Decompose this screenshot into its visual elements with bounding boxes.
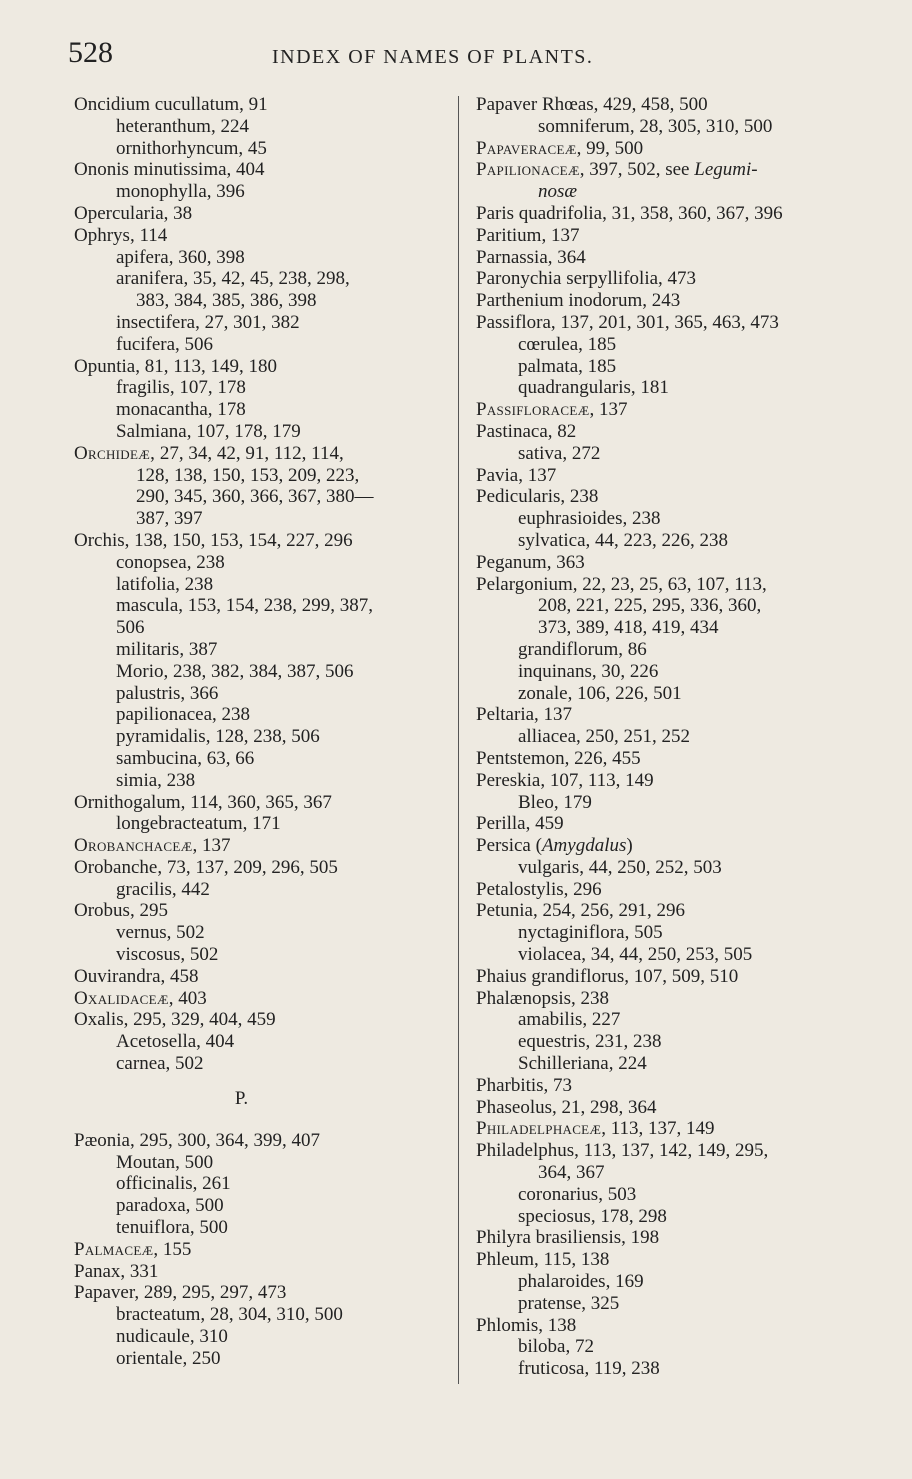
index-subentry: nyctaginiflora, 505 bbox=[518, 922, 663, 944]
index-subentry: fucifera, 506 bbox=[116, 333, 214, 355]
index-entry: Paritium, 137 bbox=[476, 224, 580, 246]
index-subentry: 383, 384, 385, 386, 398 bbox=[136, 290, 317, 312]
index-entry: Philadelphaceæ, 113, 137, 149 bbox=[476, 1118, 715, 1140]
index-subentry: aranifera, 35, 42, 45, 238, 298, bbox=[116, 268, 350, 290]
index-subentry: cœrulea, 185 bbox=[518, 333, 617, 355]
index-entry: Opercularia, 38 bbox=[74, 202, 193, 224]
index-entry: Orobanche, 73, 137, 209, 296, 505 bbox=[74, 856, 338, 878]
index-entry: Pastinaca, 82 bbox=[476, 420, 577, 442]
index-subentry: viscosus, 502 bbox=[116, 944, 219, 966]
index-subentry: Schilleriana, 224 bbox=[518, 1053, 647, 1075]
index-entry: Phlomis, 138 bbox=[476, 1314, 577, 1336]
index-subentry: monacantha, 178 bbox=[116, 399, 246, 421]
page-number: 528 bbox=[68, 36, 113, 69]
index-subentry: bracteatum, 28, 304, 310, 500 bbox=[116, 1304, 343, 1326]
index-entry: Pavia, 137 bbox=[476, 464, 557, 486]
index-subentry: 364, 367 bbox=[538, 1162, 605, 1184]
index-entry: Petalostylis, 296 bbox=[476, 878, 602, 900]
index-entry: Pedicularis, 238 bbox=[476, 486, 599, 508]
index-entry: Pelargonium, 22, 23, 25, 63, 107, 113, bbox=[476, 573, 767, 595]
index-subentry: latifolia, 238 bbox=[116, 573, 214, 595]
index-entry: Pereskia, 107, 113, 149 bbox=[476, 769, 654, 791]
index-entry: Peganum, 363 bbox=[476, 551, 585, 573]
index-subentry: 387, 397 bbox=[136, 508, 203, 530]
index-subentry: longebracteatum, 171 bbox=[116, 813, 281, 835]
index-subentry: inquinans, 30, 226 bbox=[518, 660, 659, 682]
index-entry: Phaius grandiflorus, 107, 509, 510 bbox=[476, 965, 739, 987]
index-subentry: sambucina, 63, 66 bbox=[116, 747, 255, 769]
index-subentry: militaris, 387 bbox=[116, 638, 218, 660]
index-subentry: vulgaris, 44, 250, 252, 503 bbox=[518, 856, 722, 878]
index-entry: Paronychia serpyllifolia, 473 bbox=[476, 268, 697, 290]
index-subentry: mascula, 153, 154, 238, 299, 387, bbox=[116, 595, 374, 617]
index-entry: Phleum, 115, 138 bbox=[476, 1249, 610, 1271]
index-subentry: nosæ bbox=[538, 181, 578, 203]
index-subentry: Acetosella, 404 bbox=[116, 1031, 235, 1053]
index-subentry: nudicaule, 310 bbox=[116, 1326, 228, 1348]
index-entry: Pharbitis, 73 bbox=[476, 1074, 573, 1096]
index-entry: Peltaria, 137 bbox=[476, 704, 573, 726]
index-subentry: Morio, 238, 382, 384, 387, 506 bbox=[116, 660, 354, 682]
index-subentry: euphrasioides, 238 bbox=[518, 508, 661, 530]
index-entry: Paris quadrifolia, 31, 358, 360, 367, 396 bbox=[476, 202, 783, 224]
index-subentry: phalaroides, 169 bbox=[518, 1271, 644, 1293]
index-entry: Philadelphus, 113, 137, 142, 149, 295, bbox=[476, 1140, 769, 1162]
left-entries-o bbox=[74, 94, 449, 1075]
index-subentry: somniferum, 28, 305, 310, 500 bbox=[538, 115, 773, 137]
index-subentry: ornithorhyncum, 45 bbox=[116, 137, 267, 159]
index-entry: Panax, 331 bbox=[74, 1260, 159, 1282]
index-entry: Orobanchaceæ, 137 bbox=[74, 835, 231, 857]
index-entry: Oxalis, 295, 329, 404, 459 bbox=[74, 1009, 276, 1031]
index-entry: Oxalidaceæ, 403 bbox=[74, 987, 207, 1009]
index-subentry: 506 bbox=[116, 617, 145, 639]
left-entries-p bbox=[74, 1130, 449, 1370]
index-entry: Passifloraceæ, 137 bbox=[476, 399, 628, 421]
index-entry: Philyra brasiliensis, 198 bbox=[476, 1227, 660, 1249]
index-entry: Persica (Amygdalus) bbox=[476, 835, 633, 857]
index-entry: Pæonia, 295, 300, 364, 399, 407 bbox=[74, 1129, 320, 1151]
index-entry: Opuntia, 81, 113, 149, 180 bbox=[74, 355, 278, 377]
index-entry: Ouvirandra, 458 bbox=[74, 965, 199, 987]
index-subentry: fragilis, 107, 178 bbox=[116, 377, 246, 399]
index-subentry: zonale, 106, 226, 501 bbox=[518, 682, 682, 704]
index-entry: Perilla, 459 bbox=[476, 813, 564, 835]
index-subentry: palustris, 366 bbox=[116, 682, 219, 704]
index-subentry: sativa, 272 bbox=[518, 442, 601, 464]
index-entry: Orobus, 295 bbox=[74, 900, 168, 922]
index-subentry: pyramidalis, 128, 238, 506 bbox=[116, 726, 320, 748]
index-entry: Pentstemon, 226, 455 bbox=[476, 747, 641, 769]
index-entry: Petunia, 254, 256, 291, 296 bbox=[476, 900, 685, 922]
right-column bbox=[476, 94, 876, 1380]
index-subentry: Salmiana, 107, 178, 179 bbox=[116, 420, 301, 442]
index-entry: Ornithogalum, 114, 360, 365, 367 bbox=[74, 791, 332, 813]
index-subentry: alliacea, 250, 251, 252 bbox=[518, 726, 691, 748]
index-entry: Orchis, 138, 150, 153, 154, 227, 296 bbox=[74, 529, 353, 551]
index-entry: Ophrys, 114 bbox=[74, 224, 168, 246]
index-entry: Parnassia, 364 bbox=[476, 246, 586, 268]
index-subentry: carnea, 502 bbox=[116, 1053, 204, 1075]
index-subentry: fruticosa, 119, 238 bbox=[518, 1358, 660, 1380]
index-subentry: grandiflorum, 86 bbox=[518, 638, 647, 660]
index-entry: Papaver Rhœas, 429, 458, 500 bbox=[476, 94, 708, 115]
index-subentry: officinalis, 261 bbox=[116, 1173, 231, 1195]
index-subentry: palmata, 185 bbox=[518, 355, 617, 377]
index-entry: Passiflora, 137, 201, 301, 365, 463, 473 bbox=[476, 311, 779, 333]
index-subentry: 208, 221, 225, 295, 336, 360, bbox=[538, 595, 762, 617]
index-subentry: violacea, 34, 44, 250, 253, 505 bbox=[518, 944, 753, 966]
index-subentry: tenuiflora, 500 bbox=[116, 1217, 228, 1239]
index-subentry: 128, 138, 150, 153, 209, 223, bbox=[136, 464, 360, 486]
index-subentry: vernus, 502 bbox=[116, 922, 205, 944]
index-subentry: papilionacea, 238 bbox=[116, 704, 251, 726]
index-subentry: heteranthum, 224 bbox=[116, 115, 249, 137]
index-entry: Papaveraceæ, 99, 500 bbox=[476, 137, 644, 159]
index-subentry: simia, 238 bbox=[116, 769, 196, 791]
column-divider bbox=[458, 96, 459, 1384]
index-entry: Palmaceæ, 155 bbox=[74, 1238, 192, 1260]
index-entry: Papilionaceæ, 397, 502, see Legumi- bbox=[476, 159, 758, 181]
index-entry: Oncidium cucullatum, 91 bbox=[74, 94, 268, 115]
index-entry: Orchideæ, 27, 34, 42, 91, 112, 114, bbox=[74, 442, 344, 464]
right-entries bbox=[476, 94, 876, 1380]
index-subentry: monophylla, 396 bbox=[116, 181, 245, 203]
index-subentry: equestris, 231, 238 bbox=[518, 1031, 662, 1053]
index-subentry: quadrangularis, 181 bbox=[518, 377, 669, 399]
running-header bbox=[0, 36, 912, 76]
index-entry: Ononis minutissima, 404 bbox=[74, 159, 265, 181]
running-title: INDEX OF NAMES OF PLANTS. bbox=[272, 46, 594, 68]
index-subentry: apifera, 360, 398 bbox=[116, 246, 245, 268]
index-subentry: conopsea, 238 bbox=[116, 551, 225, 573]
index-entry: Phaseolus, 21, 298, 364 bbox=[476, 1096, 657, 1118]
index-subentry: gracilis, 442 bbox=[116, 878, 210, 900]
index-subentry: orientale, 250 bbox=[116, 1347, 221, 1369]
section-letter: P. bbox=[234, 1087, 249, 1109]
index-subentry: speciosus, 178, 298 bbox=[518, 1205, 667, 1227]
index-entry: Phalænopsis, 238 bbox=[476, 987, 610, 1009]
index-subentry: pratense, 325 bbox=[518, 1292, 620, 1314]
index-subentry: paradoxa, 500 bbox=[116, 1195, 224, 1217]
left-column bbox=[74, 94, 449, 1370]
index-subentry: coronarius, 503 bbox=[518, 1183, 637, 1205]
index-subentry: amabilis, 227 bbox=[518, 1009, 621, 1031]
index-subentry: Bleo, 179 bbox=[518, 791, 592, 813]
index-subentry: sylvatica, 44, 223, 226, 238 bbox=[518, 529, 729, 551]
index-subentry: Moutan, 500 bbox=[116, 1151, 214, 1173]
index-entry: Parthenium inodorum, 243 bbox=[476, 290, 681, 312]
index-subentry: 290, 345, 360, 366, 367, 380— bbox=[136, 486, 374, 508]
index-subentry: insectifera, 27, 301, 382 bbox=[116, 311, 300, 333]
index-subentry: biloba, 72 bbox=[518, 1336, 594, 1358]
index-entry: Papaver, 289, 295, 297, 473 bbox=[74, 1282, 287, 1304]
index-subentry: 373, 389, 418, 419, 434 bbox=[538, 617, 719, 639]
